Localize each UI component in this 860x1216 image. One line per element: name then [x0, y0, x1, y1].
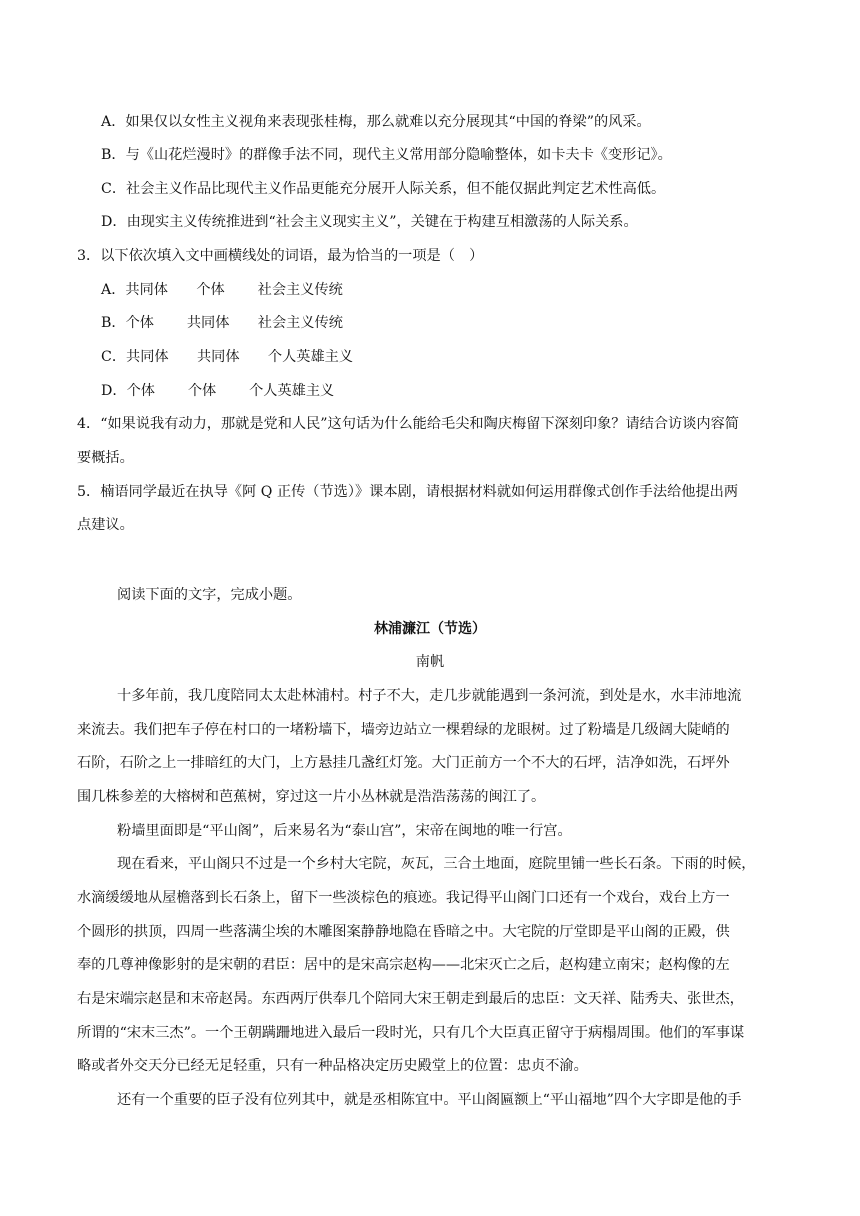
q2-option-b: B．与《山花烂漫时》的群像手法不同，现代主义常用部分隐喻整体，如卡夫卡《变形记》。 [101, 147, 672, 163]
q3-option-a: A．共同体 个体 社会主义传统 [101, 282, 343, 298]
reading-intro: 阅读下面的文字，完成小题。 [117, 587, 302, 603]
passage-line: 略或者外交天分已经无足轻重，只有一种品格决定历史殿堂上的位置：忠贞不渝。 [77, 1058, 588, 1074]
passage-title: 林浦濂江（节选） [374, 621, 486, 637]
q2-option-d: D．由现实主义传统推进到“社会主义现实主义”，关键在于构建互相激荡的人际关系。 [101, 214, 638, 230]
q2-option-a: A．如果仅以女性主义视角来表现张桂梅，那么就难以充分展现其“中国的脊梁”的风采。 [101, 114, 651, 130]
passage-line: 十多年前，我几度陪同太太赴林浦村。村子不大，走几步就能遇到一条河流，到处是水，水丰沛地流 [117, 688, 742, 704]
passage-line: 个圆形的拱顶，四周一些落满尘埃的木雕图案静静地隐在昏暗之中。大宅院的厅堂即是平山阁的正殿，供 [77, 924, 730, 940]
passage-line: 围几株参差的大榕树和芭蕉树，穿过这一片小丛林就是浩浩荡荡的闽江了。 [77, 789, 546, 805]
q2-option-c: C．社会主义作品比现代主义作品更能充分展开人际关系，但不能仅据此判定艺术性高低。 [101, 181, 666, 197]
passage-line: 石阶，石阶之上一排暗红的大门，上方悬挂几盏红灯笼。大门正前方一个不大的石坪，洁净如洗，石坪外 [77, 755, 730, 771]
q5-line-1: 5．楠语同学最近在执导《阿 Q 正传（节选）》课本剧，请根据材料就如何运用群像式创作手法给他提出两 [77, 484, 739, 500]
q3-option-b: B．个体 共同体 社会主义传统 [101, 315, 343, 331]
q3-stem: 3．以下依次填入文中画横线处的词语，最为恰当的一项是（ ） [77, 248, 484, 264]
passage-line: 奉的几尊神像影射的是宋朝的君臣：居中的是宋高宗赵构——北宋灭亡之后，赵构建立南宋；赵构像的左 [77, 957, 730, 973]
passage-author: 南帆 [415, 654, 445, 670]
passage-line: 来流去。我们把车子停在村口的一堵粉墙下，墙旁边站立一棵碧绿的龙眼树。过了粉墙是几级阔大陡峭的 [77, 722, 730, 738]
q5-line-2: 点建议。 [77, 517, 134, 533]
passage-line: 所谓的“宋末三杰”。一个王朝蹒跚地进入最后一段时光，只有几个大臣真正留守于病榻周围。他们的军事谋 [77, 1025, 745, 1041]
q3-option-d: D．个体 个体 个人英雄主义 [101, 383, 335, 399]
q3-option-c: C．共同体 共同体 个人英雄主义 [101, 349, 354, 365]
passage-line: 水滴缓缓地从屋檐落到长石条上，留下一些淡棕色的痕迹。我记得平山阁门口还有一个戏台，戏台上方一 [77, 890, 730, 906]
q4-line-2: 要概括。 [77, 450, 134, 466]
passage-line: 还有一个重要的臣子没有位列其中，就是丞相陈宜中。平山阁匾额上“平山福地”四个大字即是他的手 [117, 1092, 742, 1108]
passage-line: 右是宋端宗赵昰和末帝赵昺。东西两厅供奉几个陪同大宋王朝走到最后的忠臣：文天祥、陆秀夫、张世杰， [77, 991, 744, 1007]
q4-line-1: 4．“如果说我有动力，那就是党和人民”这句话为什么能给毛尖和陶庆梅留下深刻印象？请结合访谈内容简 [77, 416, 739, 432]
passage-line: 现在看来，平山阁只不过是一个乡村大宅院，灰瓦，三合土地面，庭院里铺一些长石条。下雨的时候， [117, 856, 756, 872]
passage-line: 粉墙里面即是“平山阁”，后来易名为“泰山宫”，宋帝在闽地的唯一行宫。 [117, 823, 572, 839]
